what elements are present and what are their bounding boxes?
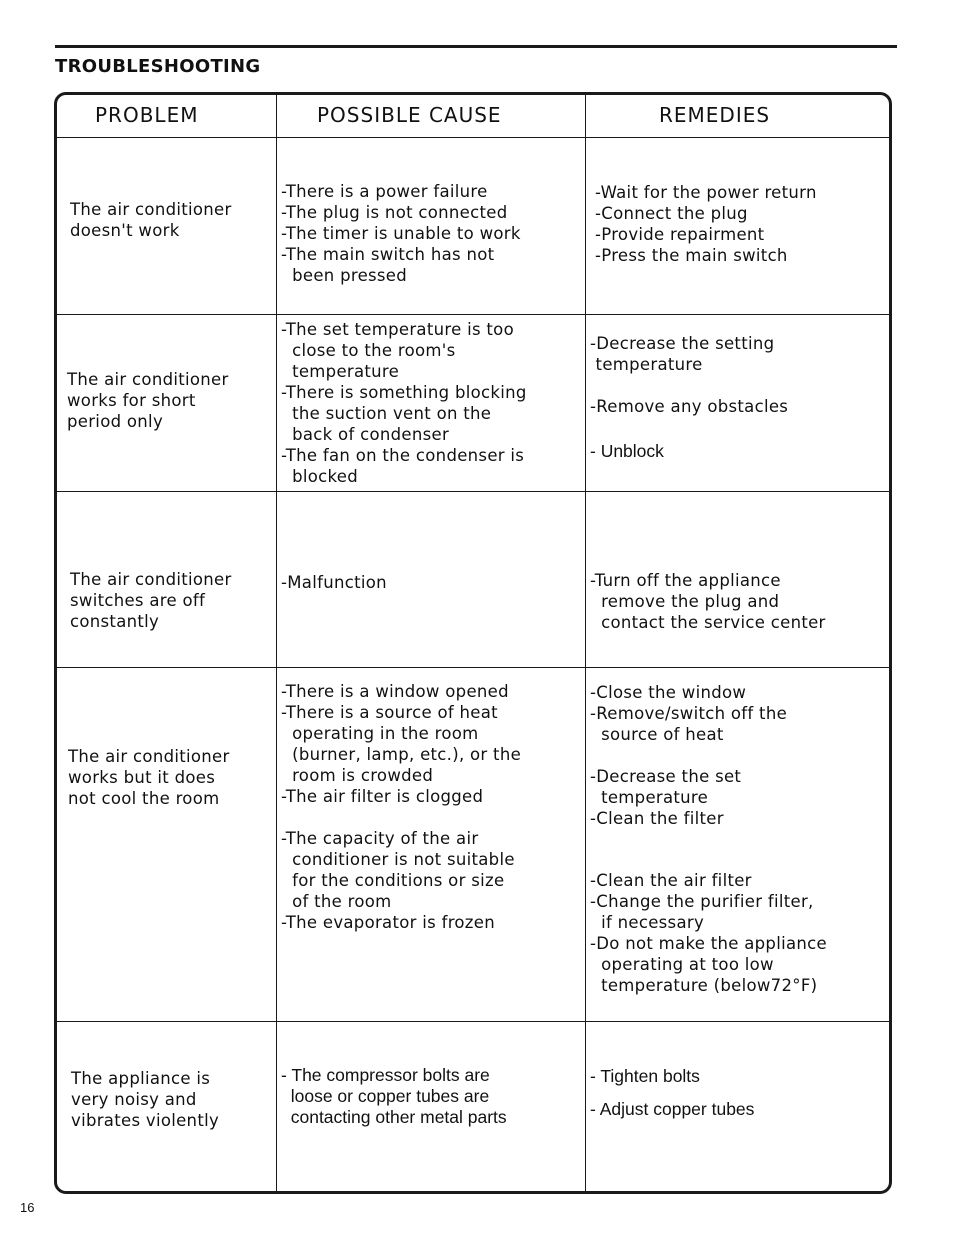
section-title: TROUBLESHOOTING <box>55 56 261 77</box>
row-1-cause: -There is a power failure -The plug is not connected -The timer is unable to work -The main switch has not been pressed <box>281 182 521 285</box>
header-possible-cause: POSSIBLE CAUSE <box>317 103 502 127</box>
row-2-remedies: -Decrease the setting temperature -Remove any obstacles <box>590 334 789 416</box>
troubleshooting-table <box>54 92 892 1194</box>
column-divider-1 <box>276 95 277 1191</box>
row-2-problem: The air conditioner works for short period only <box>67 370 229 431</box>
header-remedies: REMEDIES <box>659 103 771 127</box>
row-divider-4 <box>57 1021 889 1022</box>
row-1-remedies: -Wait for the power return -Connect the plug -Provide repairment -Press the main switch <box>595 183 817 265</box>
row-3-cause: -Malfunction <box>281 573 387 592</box>
row-5-problem: The appliance is very noisy and vibrates violently <box>71 1069 220 1130</box>
row-5-remedies-tighten: - Tighten bolts <box>590 1066 700 1086</box>
row-5-cause: - The compressor bolts are loose or copper tubes are contacting other metal parts <box>281 1065 507 1127</box>
row-3-problem: The air conditioner switches are off constantly <box>70 570 232 631</box>
row-2-remedies-unblock: - Unblock <box>590 441 664 461</box>
row-4-cause: -There is a window opened -There is a source of heat operating in the room (burner, lamp, etc.), or the room is crowded -The air filter is clogged -The capacity of the air conditioner is not suitable for the conditions or size of the room -The evaporator is frozen <box>281 682 522 932</box>
header-problem: PROBLEM <box>95 103 199 127</box>
row-4-problem: The air conditioner works but it does not cool the room <box>68 747 230 808</box>
page-number: 16 <box>20 1200 35 1215</box>
row-divider-1 <box>57 314 889 315</box>
top-rule <box>55 45 897 48</box>
row-2-cause: -The set temperature is too close to the room's temperature -There is something blocking the suction vent on the back of condenser -The fan on the condenser is blocked <box>281 320 527 486</box>
row-divider-2 <box>57 491 889 492</box>
row-4-remedies: -Close the window -Remove/switch off the source of heat -Decrease the set temperature -Clean the filter <box>590 683 788 828</box>
row-3-remedies: -Turn off the appliance remove the plug and contact the service center <box>590 571 826 632</box>
column-divider-2 <box>585 95 586 1191</box>
row-divider-3 <box>57 667 889 668</box>
row-4-remedies-filter: -Clean the air filter -Change the purifier filter, if necessary -Do not make the appliance operating at too low temperature (below72°F) <box>590 871 827 995</box>
row-5-remedies-copper: - Adjust copper tubes <box>590 1099 755 1119</box>
row-1-problem: The air conditioner doesn't work <box>70 200 232 240</box>
header-divider <box>57 137 889 138</box>
